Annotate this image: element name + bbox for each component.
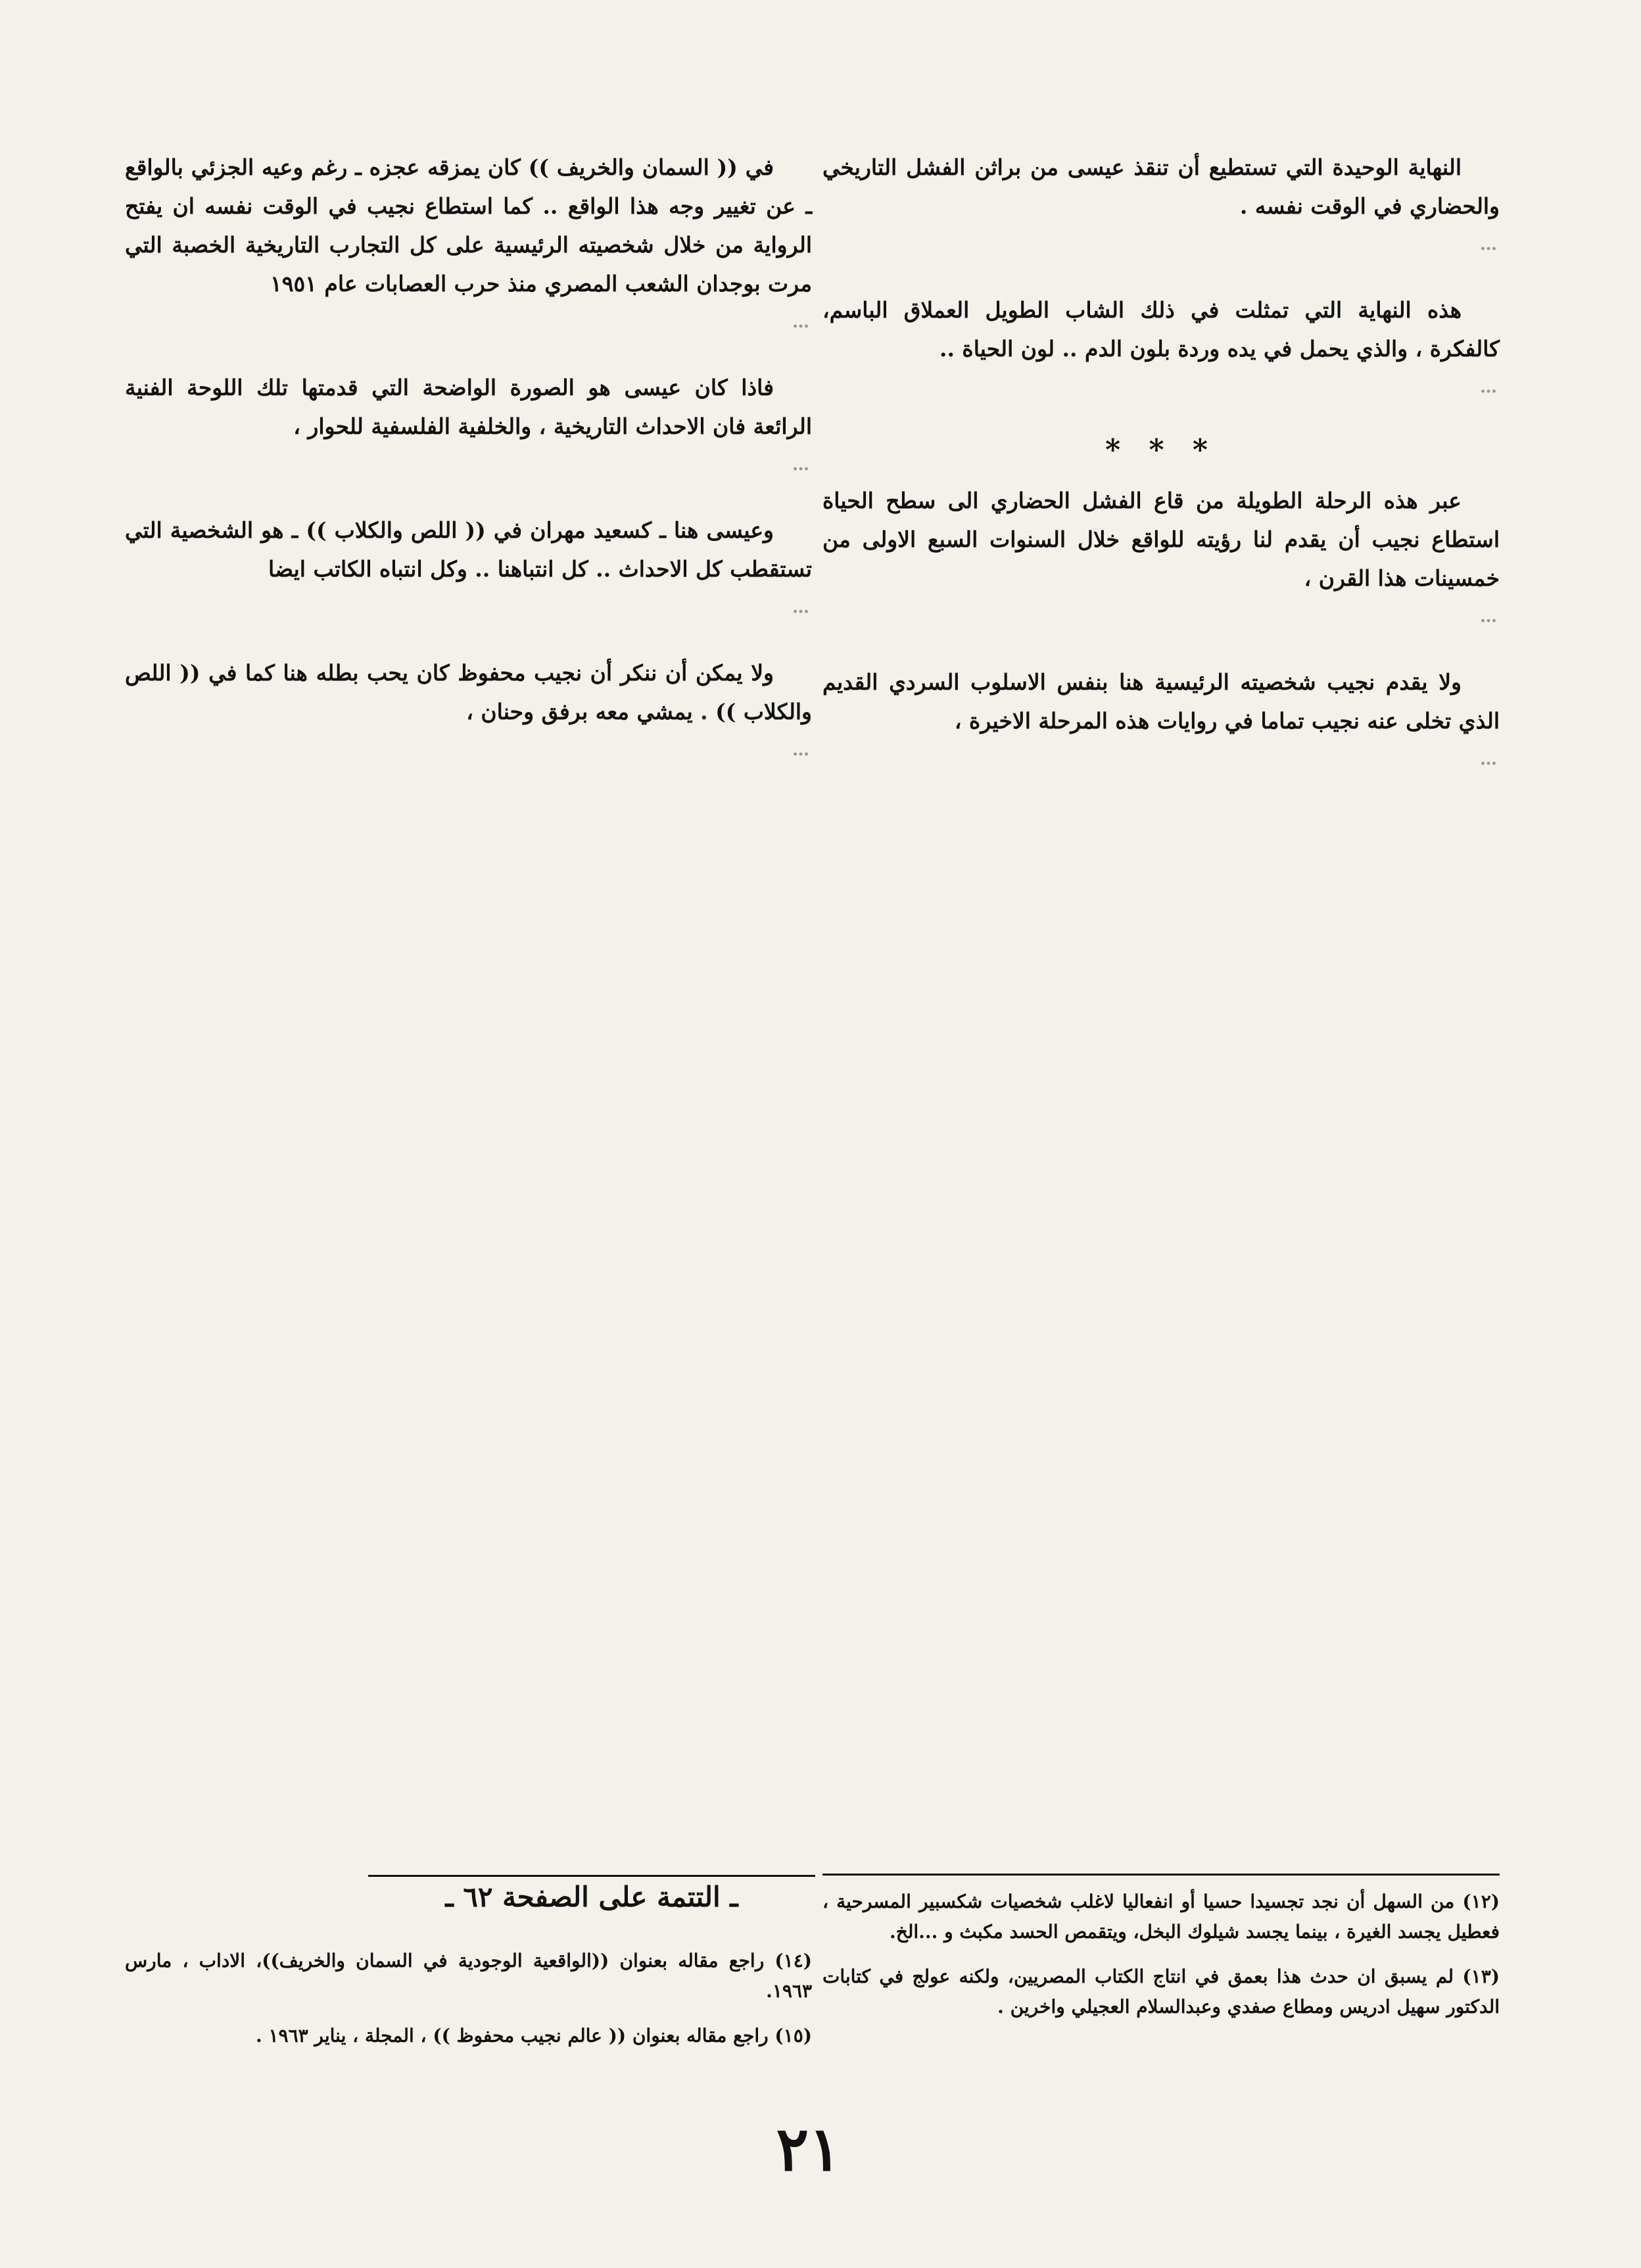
- paragraph: ولا يمكن أن ننكر أن نجيب محفوظ كان يحب بطله هنا كما في (( اللص والكلاب )) . يمشي معه برفق وحنان ، …: [125, 660, 812, 760]
- footnote: (١٣) لم يسبق ان حدث هذا بعمق في انتاج الكتاب المصريين، ولكنه عولج في كتابات الدكتور سهيل ادريس ومطاع صفدي وعبدالسلام العجيلي واخرين .: [822, 1966, 1500, 2018]
- page-number: ٢١: [776, 2114, 842, 2185]
- footnote: (١٤) راجع مقاله بعنوان ((الواقعية الوجودية في السمان والخريف))، الاداب ، مارس ١٩٦٣.: [125, 1950, 812, 2002]
- footnotes-right: [822, 1887, 1500, 2037]
- paragraph: وعيسى هنا ـ كسعيد مهران في (( اللص والكلاب )) ـ هو الشخصية التي تستقطب كل الاحداث .. كل انتباهنا .. وكل انتباه الكاتب ايضا …: [125, 517, 812, 617]
- footnote: (١٥) راجع مقاله بعنوان (( عالم نجيب محفوظ )) ، المجلة ، يناير ١٩٦٣ .: [255, 2025, 812, 2046]
- footnotes-left: [125, 1946, 812, 2066]
- paragraph: ولا يقدم نجيب شخصيته الرئيسية هنا بنفس الاسلوب السردي القديم الذي تخلى عنه نجيب تماما في روايات هذه المرحلة الاخيرة ، …: [822, 669, 1500, 769]
- paragraph: عبر هذه الرحلة الطويلة من قاع الفشل الحضاري الى سطح الحياة استطاع نجيب أن يقدم لنا رؤيته للواقع خلال السنوات السبع الاولى من خمسينات هذا القرن ، …: [822, 488, 1500, 626]
- continued-on-page-note: ـ التتمة على الصفحة ٦٢ ـ: [368, 1875, 815, 1913]
- paragraph: النهاية الوحيدة التي تستطيع أن تنقذ عيسى من براثن الفشل التاريخي والحضاري في الوقت نفسه . …: [822, 154, 1500, 254]
- right-column: [822, 148, 1500, 805]
- footnote-rule: [822, 1874, 1500, 1876]
- paragraph: فاذا كان عيسى هو الصورة الواضحة التي قدمتها تلك اللوحة الفنية الرائعة فان الاحداث التاريخية ، والخلفية الفلسفية للحوار ، …: [125, 375, 812, 475]
- footnote: (١٢) من السهل أن نجد تجسيدا حسيا أو انفعاليا لاغلب شخصيات شكسبير المسرحية ، فعطيل يجسد الغيرة ، بينما يجسد شيلوك البخل، ويتقمص الحسد مكبث و ...الخ.: [822, 1891, 1500, 1943]
- left-column: [125, 148, 812, 796]
- section-separator: * * *: [1105, 433, 1217, 467]
- paragraph: هذه النهاية التي تمثلت في ذلك الشاب الطويل العملاق الباسم، كالفكرة ، والذي يحمل في يده وردة بلون الدم .. لون الحياة .. …: [822, 297, 1500, 397]
- paragraph: في (( السمان والخريف )) كان يمزقه عجزه ـ رغم وعيه الجزئي بالواقع ـ عن تغيير وجه هذا الواقع .. كما استطاع نجيب في الوقت نفسه ان يفتح الرواية من خلال شخصيته الرئيسية على كل التجارب التاريخية الخصبة التي مرت بوجدان الشعب المصري منذ حرب العصابات عام ١٩٥١ …: [125, 154, 812, 332]
